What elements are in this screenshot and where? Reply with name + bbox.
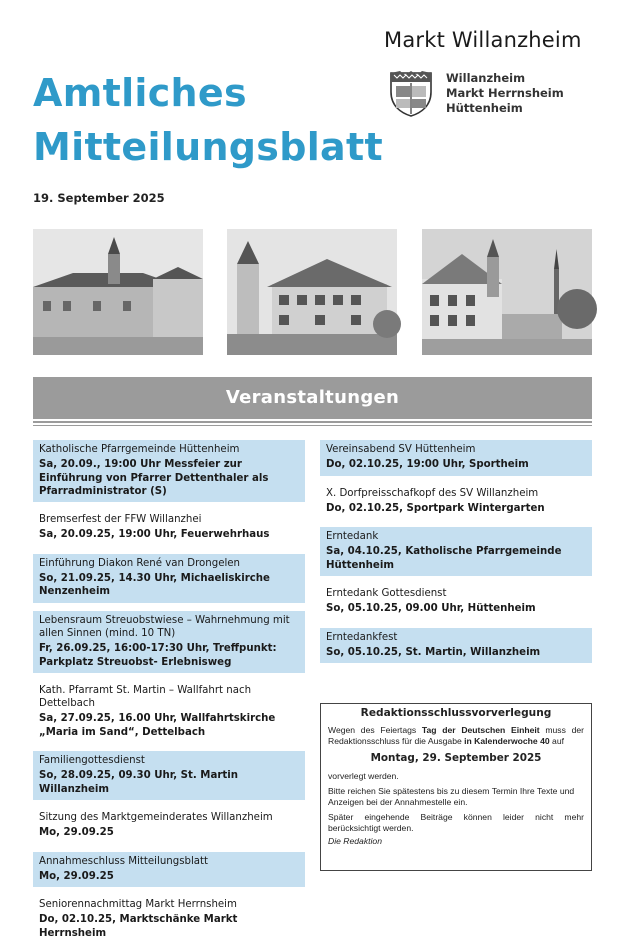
event-title: Bremserfest der FFW Willanzhei — [39, 514, 202, 526]
event-item — [320, 584, 592, 620]
event-item — [33, 852, 305, 888]
title-line-1: Amtliches — [33, 71, 247, 115]
notice-deadline: Montag, 29. September 2025 — [370, 752, 542, 764]
events-right-column — [320, 440, 592, 671]
place-willanzheim: Willanzheim — [446, 71, 526, 85]
event-title: Vereinsabend SV Hüttenheim — [326, 444, 476, 455]
event-item — [33, 681, 305, 743]
notice-signature: Die Redaktion — [328, 836, 382, 846]
event-title: Kath. Pfarramt St. Martin – Wallfahrt nach Dettelbach — [39, 684, 252, 710]
banner-underline-thick — [33, 421, 592, 423]
event-title: Erntedank Gottesdienst — [326, 588, 447, 600]
issue-date: 19. September 2025 — [33, 191, 165, 205]
event-item — [33, 554, 305, 603]
event-title: Annahmeschluss Mitteilungsblatt — [39, 855, 209, 867]
notice-moved: vorverlegt werden. — [328, 771, 399, 781]
municipality-name: Markt Willanzheim — [384, 28, 582, 52]
notice-text-after: auf — [549, 736, 564, 746]
coat-of-arms-icon — [388, 70, 434, 118]
notice-text-mid: muss der Redaktionsschluss für die Ausgabe — [328, 725, 584, 746]
notice-week: in Kalenderwoche 40 — [464, 736, 550, 746]
page-title — [33, 66, 383, 174]
event-detail: Fr, 26.09.25, 16:00-17:30 Uhr, Treffpunkt: Parkplatz Streuobst- Erlebnisweg — [39, 643, 277, 668]
event-item — [33, 611, 305, 673]
notice-holiday: Tag der Deutschen Einheit — [421, 725, 540, 735]
notice-late: Später eingehende Beiträge können leider nicht mehr berücksichtigt werden. — [328, 812, 584, 833]
event-item — [320, 628, 592, 664]
event-detail: Sa, 20.09., 19:00 Uhr Messfeier zur Einführung von Pfarrer Dettenthaler als Pfarradministrator (S) — [39, 459, 269, 497]
event-item — [320, 527, 592, 576]
photo-strip — [33, 229, 592, 355]
event-detail: Do, 02.10.25, 19:00 Uhr, Sportheim — [326, 459, 529, 471]
event-detail: So, 05.10.25, 09.00 Uhr, Hüttenheim — [326, 603, 536, 615]
photo-church-huettenheim — [33, 229, 203, 355]
deadline-notice-box — [320, 703, 592, 871]
masthead-right — [384, 28, 609, 52]
photo-town-hall-herrnsheim — [227, 229, 397, 355]
event-detail: Mo, 29.09.25 — [39, 870, 114, 882]
place-markt-herrnsheim: Markt Herrnsheim — [446, 86, 564, 100]
event-detail: Sa, 27.09.25, 16.00 Uhr, Wallfahrtskirche „Maria im Sand“, Dettelbach — [39, 713, 276, 738]
event-item — [33, 510, 305, 546]
title-line-2: Mitteilungsblatt — [33, 125, 383, 169]
notice-request: Bitte reichen Sie spätestens bis zu diesem Termin Ihre Texte und Anzeigen bei der Annahmestelle ein. — [328, 786, 575, 807]
notice-intro — [328, 725, 584, 747]
crest-row — [388, 70, 608, 120]
event-title: Katholische Pfarrgemeinde Hüttenheim — [39, 444, 240, 455]
event-detail: Sa, 04.10.25, Katholische Pfarrgemeinde Hüttenheim — [326, 546, 562, 571]
event-title: X. Dorfpreisschafkopf des SV Willanzheim — [326, 487, 539, 499]
event-title: Erntedank — [326, 531, 379, 543]
event-item — [33, 751, 305, 800]
places-list — [446, 71, 564, 116]
event-title: Seniorennachmittag Markt Herrnsheim — [39, 899, 237, 911]
notice-text-before: Wegen des Feiertags — [328, 725, 422, 735]
event-detail: Mo, 29.09.25 — [39, 827, 114, 839]
section-banner: Veranstaltungen — [33, 377, 592, 419]
event-item — [33, 808, 305, 844]
event-detail: So, 28.09.25, 09.30 Uhr, St. Martin Willanzheim — [39, 770, 238, 795]
event-detail: So, 21.09.25, 14.30 Uhr, Michaeliskirche Nenzenheim — [39, 573, 270, 598]
event-item — [33, 440, 305, 502]
event-detail: Do, 02.10.25, Marktschänke Markt Herrnsheim — [39, 914, 238, 939]
banner-underline-thin — [33, 425, 592, 426]
event-title: Erntedankfest — [326, 631, 398, 643]
event-item — [320, 484, 592, 520]
event-item — [320, 440, 592, 476]
event-detail: Sa, 20.09.25, 19:00 Uhr, Feuerwehrhaus — [39, 529, 270, 541]
event-detail: So, 05.10.25, St. Martin, Willanzheim — [326, 646, 541, 658]
event-title: Lebensraum Streuobstwiese – Wahrnehmung mit allen Sinnen (mind. 10 TN) — [39, 614, 290, 639]
event-detail: Do, 02.10.25, Sportpark Wintergarten — [326, 502, 545, 514]
event-title: Einführung Diakon René van Drongelen — [39, 557, 241, 569]
event-title: Sitzung des Marktgemeinderates Willanzheim — [39, 811, 273, 823]
event-title: Familiengottesdienst — [39, 755, 145, 767]
notice-title: Redaktionsschlussvorverlegung — [360, 707, 552, 719]
place-huettenheim: Hüttenheim — [446, 101, 523, 115]
event-item — [33, 895, 305, 944]
photo-town-hall-willanzheim — [422, 229, 592, 355]
events-left-column — [33, 440, 305, 952]
